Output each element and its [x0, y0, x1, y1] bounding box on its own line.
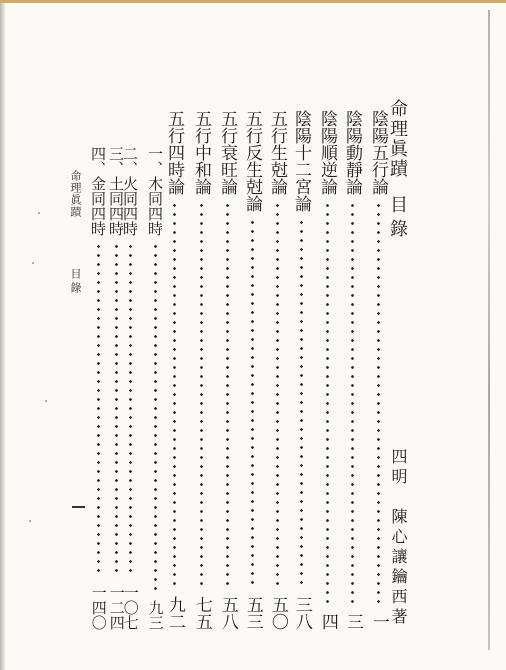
toc-entry-title: 二、火同四時: [121, 146, 139, 236]
scan-speck: [45, 400, 47, 402]
toc-entry-title: 五行生尅論: [267, 110, 287, 195]
gutter-heading: 目錄: [69, 268, 82, 296]
toc-entry-title: 一、木同四時: [146, 146, 164, 236]
toc-entry-title: 陰陽五行論: [368, 110, 388, 195]
toc-entry: [369, 110, 389, 630]
gutter-title: 命理眞蹟: [69, 170, 82, 218]
toc-entry: [218, 110, 238, 630]
toc-dot-leader: [251, 218, 254, 588]
toc-entry-title: 四、金同四時: [89, 146, 107, 236]
toc-dot-leader: [129, 242, 132, 577]
toc-entry-page: 四: [317, 613, 338, 630]
toc-entry: [147, 146, 165, 630]
toc-entry-page: 五八: [217, 596, 238, 630]
toc-entry: [268, 110, 288, 630]
toc-dot-leader: [97, 242, 100, 577]
toc-entry: [343, 110, 363, 630]
toc-entry-title: 三、土同四時: [107, 146, 125, 236]
toc-dot-leader: [200, 201, 203, 588]
toc-entry-page: 五〇: [267, 596, 288, 630]
toc-entry-page: 一: [368, 613, 389, 630]
toc-dot-leader: [300, 218, 303, 588]
toc-entry: [318, 110, 338, 630]
toc-heading: 目錄: [387, 195, 408, 243]
toc-dot-leader: [276, 201, 279, 588]
toc-entry-page: 三八: [291, 596, 312, 630]
toc-dot-leader: [351, 201, 354, 606]
scan-speck: [29, 520, 31, 522]
toc-entry-page: 五三: [242, 596, 263, 630]
book-title: 命理眞蹟: [387, 99, 408, 179]
folio-page-number: [72, 506, 85, 508]
toc-entry-title: 陰陽動靜論: [342, 110, 362, 195]
author-credit: 四明 陳心讓鑰西著: [389, 448, 408, 628]
toc-entry: [90, 146, 108, 630]
toc-entry-page: 三: [342, 613, 363, 630]
toc-entry-page: 七五: [191, 596, 212, 630]
toc-dot-leader: [377, 201, 380, 606]
toc-entry-title: 陰陽十二宮論: [291, 110, 311, 212]
toc-entry: [108, 146, 126, 630]
toc-entry-title: 五行中和論: [191, 110, 211, 195]
toc-entry-title: 陰陽順逆論: [317, 110, 337, 195]
scan-speck: [32, 262, 34, 264]
toc-entry-page: 一二四: [107, 585, 126, 630]
toc-entry: [165, 110, 185, 630]
toc-entry-title: 五行四時論: [164, 110, 184, 195]
toc-entry-title: 五行衰旺論: [217, 110, 237, 195]
toc-entry: [192, 110, 212, 630]
toc-dot-leader: [226, 201, 229, 588]
page-edge-left: [0, 3, 6, 670]
toc-entry-page: 一〇七: [121, 585, 140, 630]
toc-entry-page: 九三: [146, 600, 165, 630]
toc-dot-leader: [326, 201, 329, 606]
toc-dot-leader: [173, 201, 176, 588]
scan-speck: [38, 212, 40, 214]
page-edge-right: [488, 10, 490, 650]
toc-dot-leader: [154, 242, 157, 593]
toc-entry-title: 五行反生尅論: [242, 110, 262, 212]
toc-entry-page: 九二: [164, 596, 185, 630]
toc-entry-page: 一四〇: [89, 585, 108, 630]
toc-dot-leader: [115, 242, 118, 577]
toc-entry: [292, 110, 312, 630]
toc-entry: [243, 110, 263, 630]
